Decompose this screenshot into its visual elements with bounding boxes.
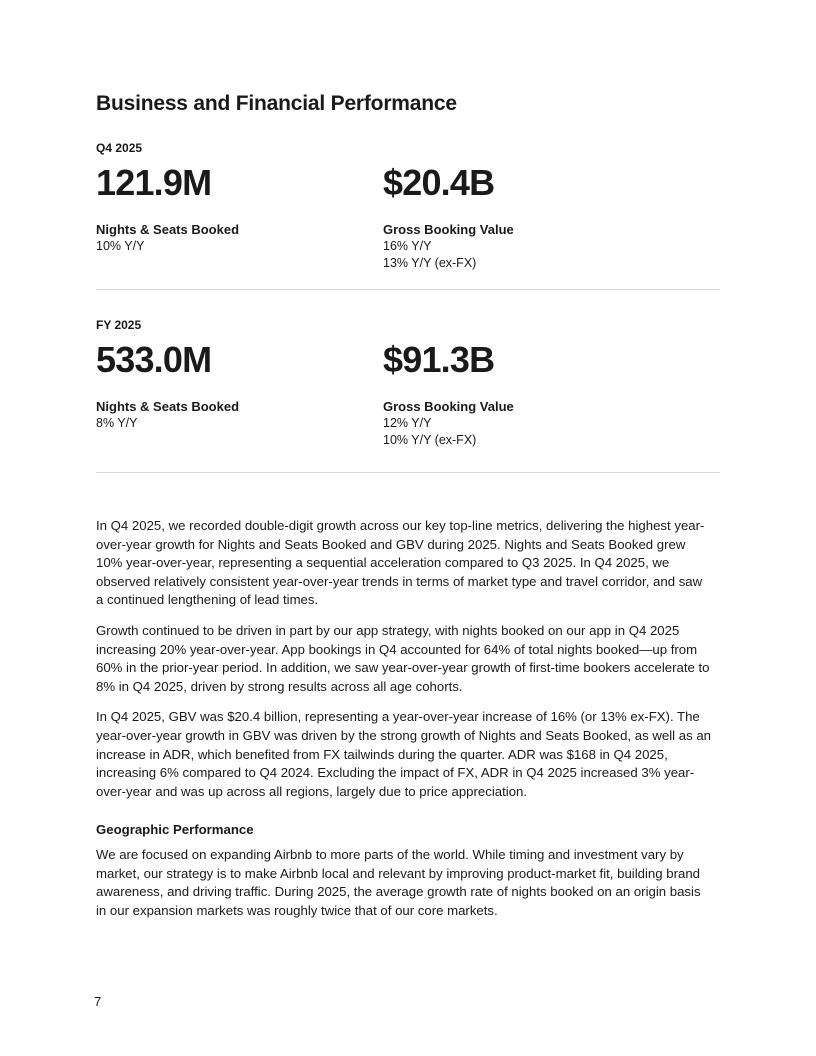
metric-gross-booking-value: [383, 340, 683, 449]
paragraph: In Q4 2025, we recorded double-digit growth across our key top-line metrics, delivering the highest year-over-year growth for Nights and Seats Booked and GBV during 2025. Nights and Seats Booked grew 10% year-over-year, representing a sequential acceleration compared to Q3 2025. In Q4 2025, we observed relatively consistent year-over-year trends in terms of market type and travel corridor, and saw a continued lengthening of lead times.: [96, 518, 705, 608]
period-label: FY 2025: [96, 318, 142, 332]
metric-nights-booked: [96, 163, 396, 255]
metric-change: 10% Y/Y: [96, 239, 145, 253]
metric-label: Gross Booking Value: [383, 222, 514, 237]
page-number: 7: [94, 994, 102, 1009]
metric-value: 121.9M: [96, 162, 212, 203]
metric-change: 8% Y/Y: [96, 416, 138, 430]
metric-value: $91.3B: [383, 339, 495, 380]
body-text: [96, 517, 712, 932]
metric-change: 16% Y/Y: [383, 239, 432, 253]
divider: [96, 289, 720, 290]
divider: [96, 472, 720, 473]
metric-value: $20.4B: [383, 162, 495, 203]
metric-change-exfx: 10% Y/Y (ex-FX): [383, 433, 477, 447]
metric-value: 533.0M: [96, 339, 212, 380]
paragraph: We are focused on expanding Airbnb to more parts of the world. While timing and investment vary by market, our strategy is to make Airbnb local and relevant by improving product-market fit, building brand awareness, and driving traffic. During 2025, the average growth rate of nights booked on an origin basis in our expansion markets was roughly twice that of our core markets.: [96, 846, 701, 918]
metric-change: 12% Y/Y: [383, 416, 432, 430]
paragraph: In Q4 2025, GBV was $20.4 billion, representing a year-over-year increase of 16% (or 13% ex-FX). The year-over-year growth in GBV was driven by the strong growth of Nights and Seats Booked, as well as an increase in ADR, which benefited from FX tailwinds during the quarter. ADR was $168 in Q4 2025, increasing 6% compared to Q4 2024. Excluding the impact of FX, ADR in Q4 2025 increased 3% year-over-year and was up across all regions, largely due to price appreciation.: [96, 709, 711, 799]
page-title: Business and Financial Performance: [96, 92, 457, 115]
period-label: Q4 2025: [96, 141, 143, 155]
metric-gross-booking-value: [383, 163, 683, 272]
metric-label: Nights & Seats Booked: [96, 399, 240, 414]
metric-label: Nights & Seats Booked: [96, 222, 240, 237]
metric-change-exfx: 13% Y/Y (ex-FX): [383, 256, 477, 270]
metric-nights-booked: [96, 340, 396, 432]
metric-label: Gross Booking Value: [383, 399, 514, 414]
section-heading: Geographic Performance: [96, 822, 254, 838]
paragraph: Growth continued to be driven in part by our app strategy, with nights booked on our app in Q4 2025 increasing 20% year-over-year. App bookings in Q4 accounted for 64% of total nights booked—up from 60% in the prior-year period. In addition, we saw year-over-year growth of first-time bookers accelerate to 8% in Q4 2025, driven by strong results across all age cohorts.: [96, 622, 710, 694]
